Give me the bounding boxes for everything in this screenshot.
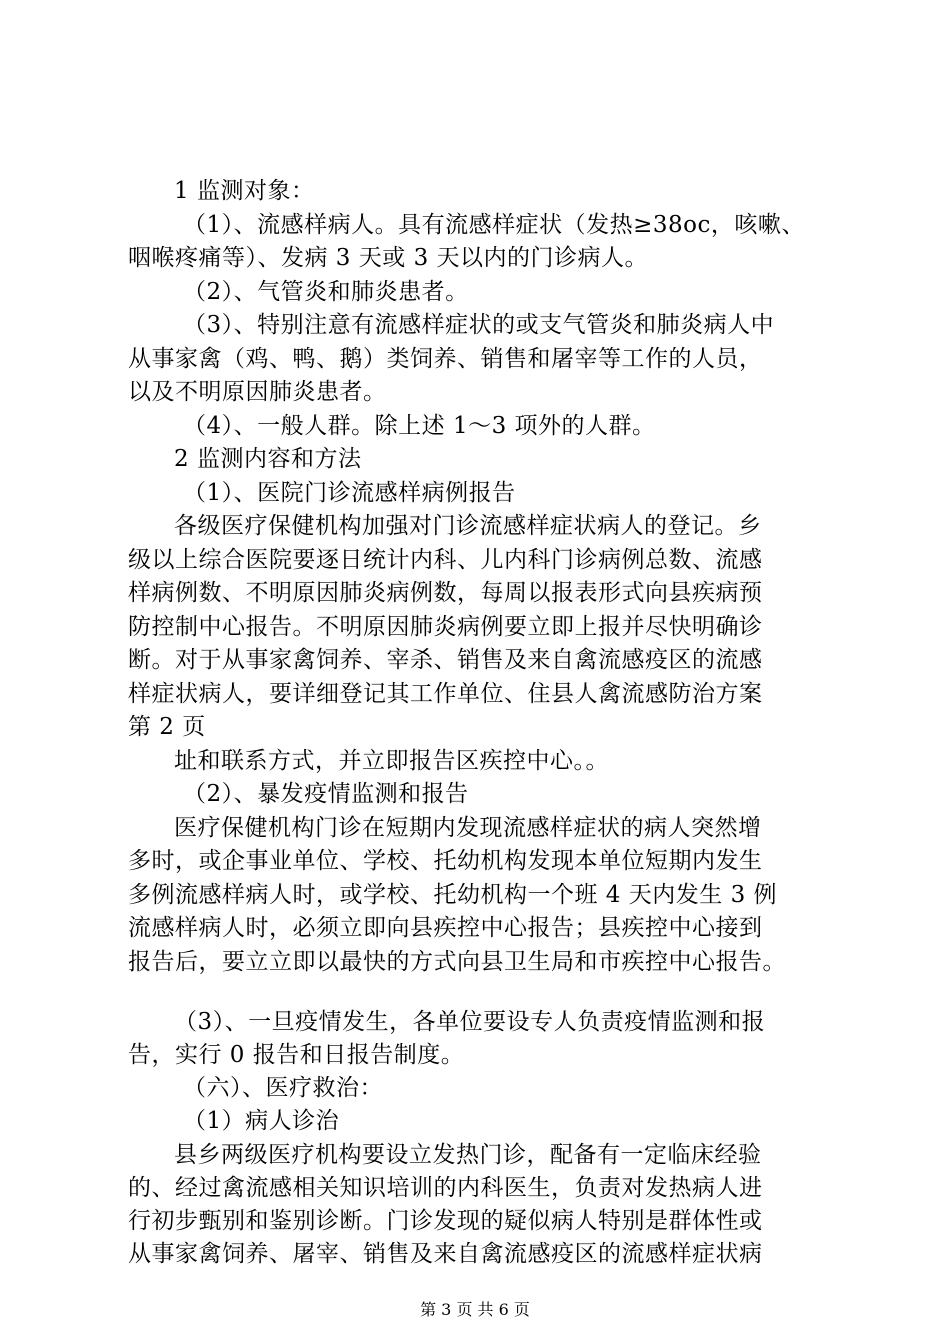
page-footer: 第 3 页 共 6 页 bbox=[420, 1300, 530, 1319]
paragraph-line: 址和联系方式，并立即报告区疾控中心。。 bbox=[174, 748, 609, 774]
paragraph-line: 县乡两级医疗机构要设立发热门诊，配备有一定临床经验 bbox=[174, 1142, 762, 1168]
paragraph-line: 级以上综合医院要逐日统计内科、儿内科门诊病例总数、流感 bbox=[128, 547, 763, 573]
paragraph-line: （1）、流感样病人。具有流感样症状（发热≥38oc，咳嗽、 bbox=[183, 212, 805, 238]
section-heading-monitoring-methods: 2 监测内容和方法 bbox=[174, 446, 362, 472]
paragraph-line: 以及不明原因肺炎患者。 bbox=[128, 379, 387, 405]
subheading-line: （1）病人诊治 bbox=[183, 1108, 340, 1134]
paragraph-line: 样病例数、不明原因肺炎病例数，每周以报表形式向县疾病预 bbox=[128, 580, 763, 606]
subheading-line: （2）、暴发疫情监测和报告 bbox=[183, 781, 469, 807]
paragraph-line: 告，实行 0 报告和日报告制度。 bbox=[128, 1042, 465, 1068]
paragraph-line: 的、经过禽流感相关知识培训的内科医生，负责对发热病人进 bbox=[128, 1175, 763, 1201]
paragraph-line: 从事家禽饲养、屠宰、销售及来自禽流感疫区的流感样症状病 bbox=[128, 1241, 763, 1267]
paragraph-line: 咽喉疼痛等）、发病 3 天或 3 天以内的门诊病人。 bbox=[128, 245, 649, 271]
paragraph-line: 流感样病人时，必须立即向县疾控中心报告；县疾控中心接到 bbox=[128, 915, 763, 941]
paragraph-line: （4）、一般人群。除上述 1～3 项外的人群。 bbox=[183, 413, 656, 439]
paragraph-line: 从事家禽（鸡、鸭、鹅）类饲养、销售和屠宰等工作的人员， bbox=[128, 346, 763, 372]
subheading-line: （1）、医院门诊流感样病例报告 bbox=[183, 480, 516, 506]
paragraph-line: 多时，或企事业单位、学校、托幼机构发现本单位短期内发生 bbox=[128, 848, 763, 874]
paragraph-line: 防控制中心报告。不明原因肺炎病例要立即上报并尽快明确诊 bbox=[128, 614, 763, 640]
paragraph-line: （3）、特别注意有流感样症状的或支气管炎和肺炎病人中 bbox=[183, 312, 775, 338]
paragraph-line: 报告后，要立立即以最快的方式向县卫生局和市疾控中心报告。 bbox=[128, 949, 786, 975]
paragraph-line: 医疗保健机构门诊在短期内发现流感样症状的病人突然增 bbox=[174, 815, 762, 841]
paragraph-line: 样症状病人，要详细登记其工作单位、住县人禽流感防治方案 bbox=[128, 681, 763, 707]
paragraph-line: 行初步甄别和鉴别诊断。门诊发现的疑似病人特别是群体性或 bbox=[128, 1208, 763, 1234]
paragraph-line: 各级医疗保健机构加强对门诊流感样症状病人的登记。乡 bbox=[174, 513, 762, 539]
paragraph-line: 断。对于从事家禽饲养、宰杀、销售及来自禽流感疫区的流感 bbox=[128, 647, 763, 673]
paragraph-line: （2）、气管炎和肺炎患者。 bbox=[183, 279, 469, 305]
section-heading-medical-treatment: （六）、医疗救治： bbox=[183, 1075, 383, 1101]
paragraph-line: 多例流感样病人时，或学校、托幼机构一个班 4 天内发生 3 例 bbox=[128, 882, 778, 908]
paragraph-line: （3）、一旦疫情发生，各单位要设专人负责疫情监测和报 bbox=[174, 1009, 766, 1035]
inline-page-marker: 第 2 页 bbox=[128, 714, 206, 740]
section-heading-monitoring-targets: 1 监测对象： bbox=[174, 178, 315, 204]
